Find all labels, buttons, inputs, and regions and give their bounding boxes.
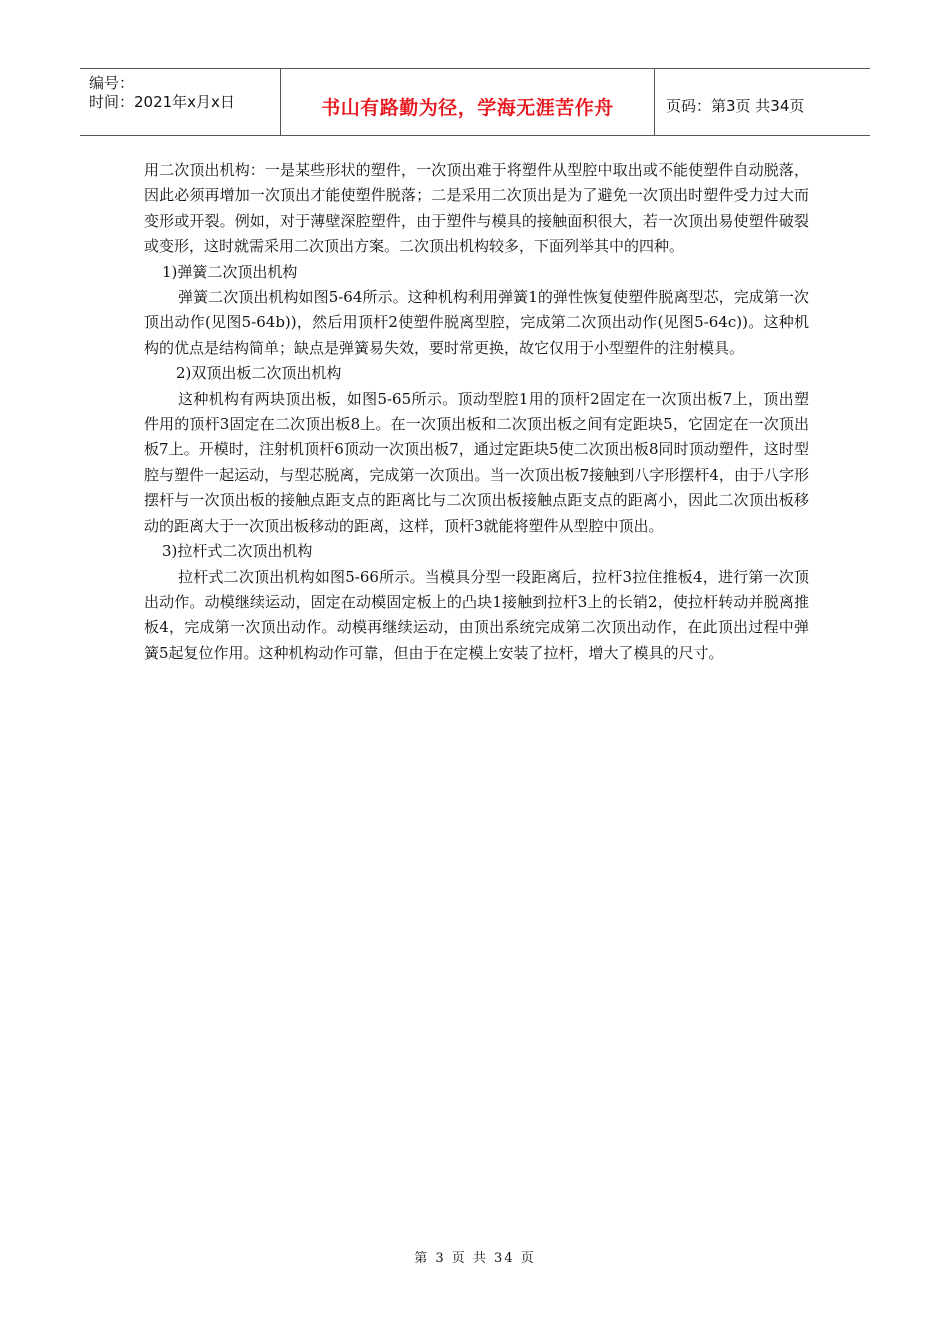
- page-header: [80, 68, 870, 136]
- header-page-info: 页码：第3页 共34页: [666, 97, 805, 115]
- header-motto-cell: [281, 69, 655, 135]
- page-footer: 第 3 页 共 34 页: [414, 1251, 536, 1266]
- paragraph-spring: 弹簧二次顶出机构如图5-64所示。这种机构利用弹簧1的弹性恢复使塑件脱离型芯，完成第一次顶出动作(见图5-64b))，然后用顶杆2使塑件脱离型腔，完成第二次顶出动作(见图5-64c))。这种机构的优点是结构简单；缺点是弹簧易失效，要时常更换，故它仅用于小型塑件的注射模具。: [144, 288, 809, 357]
- document-body: [144, 158, 809, 666]
- header-page-cell: [655, 69, 870, 135]
- section-heading-double-plate: 2)双顶出板二次顶出机构: [176, 364, 342, 383]
- document-date-label: 时间：2021年x月x日: [89, 93, 235, 111]
- section-heading-spring: 1)弹簧二次顶出机构: [162, 262, 298, 281]
- header-motto: 书山有路勤为径，学海无涯苦作舟: [321, 97, 614, 119]
- paragraph-double-plate: 这种机构有两块顶出板，如图5-65所示。顶动型腔1用的顶杆2固定在一次顶出板7上，顶出塑件用的顶杆3固定在二次顶出板8上。在一次顶出板和二次顶出板之间有定距块5，它固定在一次顶出板7上。开模时，注射机顶杆6顶动一次顶出板7，通过定距块5使二次顶出板8同时顶动塑件，这时型腔与塑件一起运动，与型芯脱离，完成第一次顶出。当一次顶出板7接触到八字形摆杆4，由于八字形摆杆与一次顶出板的接触点距支点的距离比与二次顶出板接触点距支点的距离小，因此二次顶出板移动的距离大于一次顶出板移动的距离，这样，顶杆3就能将塑件从型腔中顶出。: [144, 389, 809, 535]
- section-heading-pull-rod: 3)拉杆式二次顶出机构: [162, 542, 313, 561]
- paragraph-intro: 用二次顶出机构：一是某些形状的塑件，一次顶出难于将塑件从型腔中取出或不能使塑件自动脱落，因此必须再增加一次顶出才能使塑件脱落；二是采用二次顶出是为了避免一次顶出时塑件受力过大而变形或开裂。例如，对于薄壁深腔塑件，由于塑件与模具的接触面积很大，若一次顶出易使塑件破裂或变形，这时就需采用二次顶出方案。二次顶出机构较多，下面列举其中的四种。: [144, 161, 809, 256]
- document-number-label: 编号：: [89, 74, 135, 92]
- header-meta-cell: [80, 69, 281, 135]
- paragraph-pull-rod: 拉杆式二次顶出机构如图5-66所示。当模具分型一段距离后，拉杆3拉住推板4，进行第一次顶出动作。动模继续运动，固定在动模固定板上的凸块1接触到拉杆3上的长销2，使拉杆转动并脱离推板4，完成第一次顶出动作。动模再继续运动，由顶出系统完成第二次顶出动作，在此顶出过程中弹簧5起复位作用。这种机构动作可靠，但由于在定模上安装了拉杆，增大了模具的尺寸。: [144, 567, 809, 662]
